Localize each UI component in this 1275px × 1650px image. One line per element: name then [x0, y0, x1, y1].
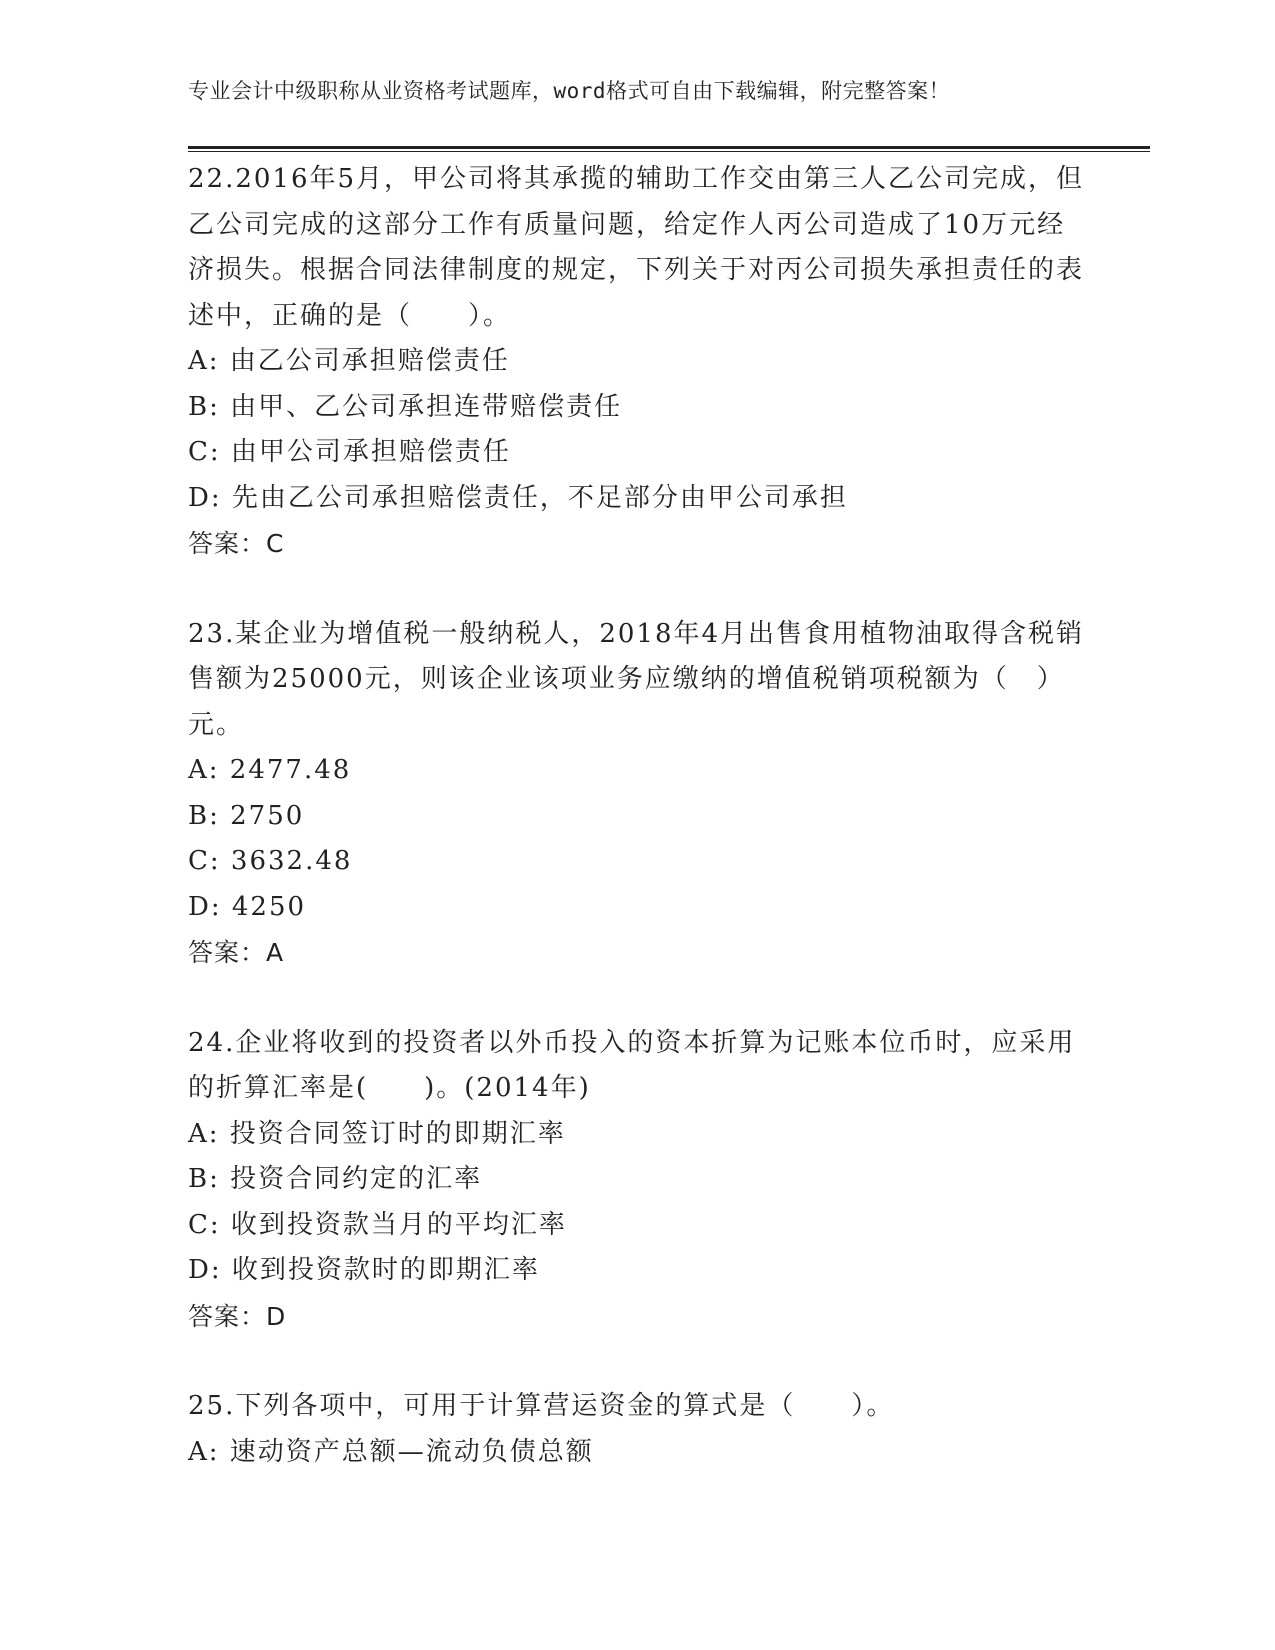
option-d: D: 先由乙公司承担赔偿责任，不足部分由甲公司承担	[188, 482, 848, 513]
option-a: A: 2477.48	[188, 755, 352, 785]
option-a: A: 速动资产总额—流动负债总额	[188, 1436, 594, 1467]
page-header: 专业会计中级职称从业资格考试题库，word格式可自由下载编辑，附完整答案！	[188, 79, 951, 103]
question-23	[188, 612, 1088, 976]
question-list	[188, 157, 1088, 1520]
question-25	[188, 1384, 1088, 1475]
option-a: A: 由乙公司承担赔偿责任	[188, 346, 510, 376]
option-b: B: 投资合同约定的汇率	[188, 1164, 483, 1194]
question-text: 23.某企业为增值税一般纳税人，2018年4月出售食用植物油取得含税销售额为25000元，则该企业该项业务应缴纳的增值税销项税额为（ ）元。	[188, 618, 1085, 740]
option-c: C: 由甲公司承担赔偿责任	[188, 437, 511, 467]
option-c: C: 3632.48	[188, 846, 353, 876]
answer: 答案：A	[188, 938, 285, 967]
header-rule-thin	[188, 151, 1150, 152]
option-a: A: 投资合同签订时的即期汇率	[188, 1118, 566, 1149]
option-b: B: 2750	[188, 800, 305, 831]
question-text: 25.下列各项中，可用于计算营运资金的算式是（ ）。	[188, 1391, 895, 1421]
question-24	[188, 1021, 1088, 1340]
header-rule-thick	[188, 146, 1150, 149]
option-b: B: 由甲、乙公司承担连带赔偿责任	[188, 391, 623, 422]
answer: 答案：C	[188, 529, 285, 558]
question-text: 24.企业将收到的投资者以外币投入的资本折算为记账本位币时，应采用的折算汇率是( )。(2014年)	[188, 1027, 1076, 1103]
option-d: D: 4250	[188, 891, 307, 922]
question-22	[188, 157, 1088, 567]
question-text: 22.2016年5月，甲公司将其承揽的辅助工作交由第三人乙公司完成，但乙公司完成的这部分工作有质量问题，给定作人丙公司造成了10万元经济损失。根据合同法律制度的规定，下列关于对丙公司损失承担责任的表述中，正确的是（ ）。	[188, 164, 1085, 331]
option-c: C: 收到投资款当月的平均汇率	[188, 1209, 567, 1240]
answer: 答案：D	[188, 1301, 287, 1331]
option-d: D: 收到投资款时的即期汇率	[188, 1255, 540, 1285]
